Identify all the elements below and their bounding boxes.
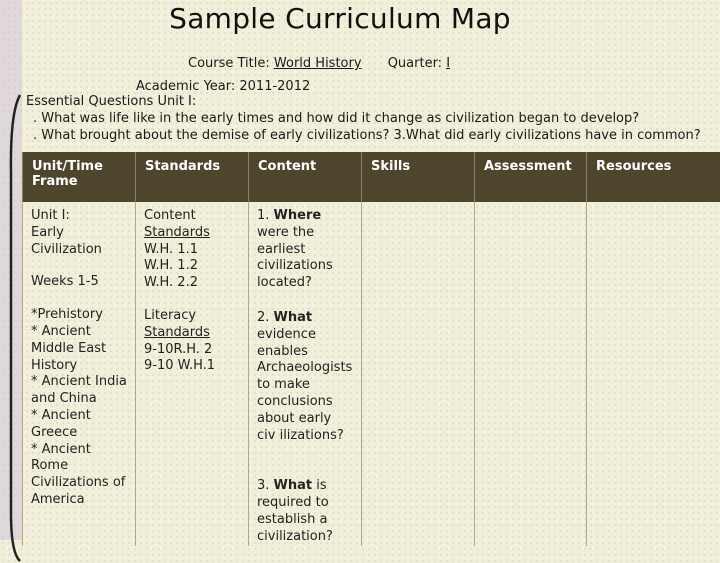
- unit-topic: *Prehistory: [31, 307, 127, 324]
- page-title: Sample Curriculum Map: [0, 2, 680, 35]
- course-line: [188, 56, 450, 71]
- quarter-value: I: [446, 56, 450, 71]
- content-question-2: 2. What evidence enables Archaeologists to make conclusions about early civ ilizations?: [257, 310, 353, 444]
- header-skills: Skills: [362, 152, 475, 202]
- content-standards-title-2: Standards: [144, 225, 240, 242]
- standard-item: 9-10R.H. 2: [144, 342, 240, 359]
- unit-weeks: Weeks 1-5: [31, 274, 127, 291]
- quarter-label: Quarter:: [388, 56, 442, 71]
- standard-item: 9-10 W.H.1: [144, 358, 240, 375]
- unit-topic: * Ancient Greece: [31, 408, 127, 442]
- essential-questions-heading: Essential Questions Unit I:: [26, 94, 196, 109]
- cell-skills: [362, 202, 475, 546]
- academic-year: Academic Year: 2011-2012: [136, 79, 310, 94]
- table-header-row: [23, 152, 720, 202]
- header-assessment: Assessment: [475, 152, 587, 202]
- unit-topic: * Ancient Middle East History: [31, 324, 127, 374]
- standard-item: W.H. 1.1: [144, 242, 240, 259]
- curriculum-table: [22, 152, 720, 546]
- unit-topic: * Ancient India and China: [31, 374, 127, 408]
- essential-question-1: . What was life like in the early times and how did it change as civilization began to develop?: [33, 111, 639, 126]
- unit-topic: * Ancient Rome Civilizations of America: [31, 442, 127, 509]
- header-content: Content: [249, 152, 362, 202]
- header-resources: Resources: [587, 152, 720, 202]
- standard-item: W.H. 2.2: [144, 275, 240, 292]
- course-title-value: World History: [274, 56, 362, 71]
- literacy-standards-title: Literacy: [144, 308, 240, 325]
- content-question-1: 1. Where were the earliest civilizations located?: [257, 208, 353, 292]
- cell-unit: [23, 202, 136, 546]
- standard-item: W.H. 1.2: [144, 258, 240, 275]
- essential-question-2: . What brought about the demise of early civilizations? 3.What did early civilizations have in common?: [33, 128, 701, 143]
- cell-standards: [136, 202, 249, 546]
- content-question-3: 3. What is required to establish a civilization?: [257, 478, 353, 545]
- cell-assessment: [475, 202, 587, 546]
- table-row: [23, 202, 720, 546]
- header-standards: Standards: [136, 152, 249, 202]
- content-standards-title: Content: [144, 208, 240, 225]
- unit-subtitle: Early Civilization: [31, 225, 127, 259]
- cell-content: [249, 202, 362, 546]
- literacy-standards-title-2: Standards: [144, 325, 240, 342]
- unit-name: Unit I:: [31, 208, 127, 225]
- course-label: Course Title:: [188, 56, 270, 71]
- header-unit-time-frame: Unit/Time Frame: [23, 152, 136, 202]
- cell-resources: [587, 202, 720, 546]
- margin-bracket: [8, 93, 22, 563]
